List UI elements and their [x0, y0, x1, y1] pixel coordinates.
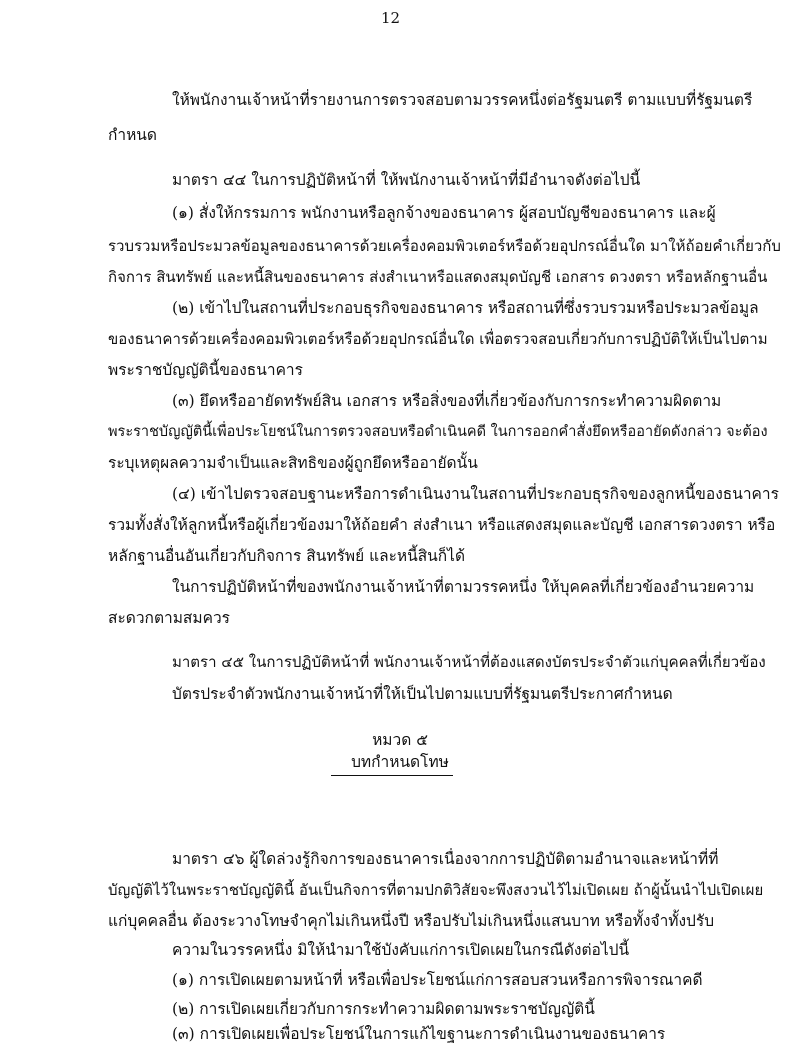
paragraph-line: บัญญัติไว้ในพระราชบัญญัตินี้ อันเป็นกิจการที่ตามปกติวิสัยจะพึงสงวนไว้ไม่เปิดเผย ถ้าผู้นั้นนำไปเปิดเผย: [108, 881, 764, 899]
paragraph-line: พระราชบัญญัตินี้ของธนาคาร: [108, 361, 303, 379]
paragraph-line: รวมทั้งสั่งให้ลูกหนี้หรือผู้เกี่ยวข้องมาให้ถ้อยคำ ส่งสำเนา หรือแสดงสมุดและบัญชี เอกสารดวงตรา หรือ: [108, 516, 776, 534]
paragraph-line: (๓) การเปิดเผยเพื่อประโยชน์ในการแก้ไขฐานะการดำเนินงานของธนาคาร: [172, 1025, 666, 1043]
chapter-title: บทกำหนดโทษ: [351, 753, 449, 771]
paragraph-line: กำหนด: [108, 126, 157, 144]
chapter-heading: หมวด ๕: [372, 731, 428, 749]
section-44-heading: มาตรา ๔๔ ในการปฏิบัติหน้าที่ ให้พนักงานเจ้าหน้าที่มีอำนาจดังต่อไปนี้: [172, 171, 641, 189]
paragraph-line: ระบุเหตุผลความจำเป็นและสิทธิของผู้ถูกยึดหรืออายัดนั้น: [108, 454, 478, 472]
paragraph-line: หลักฐานอื่นอันเกี่ยวกับกิจการ สินทรัพย์ และหนี้สินก็ได้: [108, 547, 466, 565]
paragraph-line: (๑) สั่งให้กรรมการ พนักงานหรือลูกจ้างของธนาคาร ผู้สอบบัญชีของธนาคาร และผู้: [172, 204, 716, 222]
paragraph-line: (๒) เข้าไปในสถานที่ประกอบธุรกิจของธนาคาร หรือสถานที่ซึ่งรวบรวมหรือประมวลข้อมูล: [172, 299, 759, 317]
paragraph-line: (๑) การเปิดเผยตามหน้าที่ หรือเพื่อประโยชน์แก่การสอบสวนหรือการพิจารณาคดี: [172, 971, 703, 989]
paragraph-line: ความในวรรคหนึ่ง มิให้นำมาใช้บังคับแก่การเปิดเผยในกรณีดังต่อไปนี้: [172, 941, 630, 959]
paragraph-line: (๒) การเปิดเผยเกี่ยวกับการกระทำความผิดตามพระราชบัญญัตินี้: [172, 1000, 595, 1018]
section-45-heading: มาตรา ๔๕ ในการปฏิบัติหน้าที่ พนักงานเจ้าหน้าที่ต้องแสดงบัตรประจำตัวแก่บุคคลที่เกี่ยวข้อง: [172, 653, 766, 671]
paragraph-line: (๓) ยึดหรืออายัดทรัพย์สิน เอกสาร หรือสิ่งของที่เกี่ยวข้องกับการกระทำความผิดตาม: [172, 392, 722, 410]
paragraph-line: กิจการ สินทรัพย์ และหนี้สินของธนาคาร ส่งสำเนาหรือแสดงสมุดบัญชี เอกสาร ดวงตรา หรือหลักฐานอื่น: [108, 268, 768, 286]
section-46-heading: มาตรา ๔๖ ผู้ใดล่วงรู้กิจการของธนาคารเนื่องจากการปฏิบัติตามอำนาจและหน้าที่ที่: [172, 850, 719, 868]
page-number: 12: [381, 9, 401, 27]
paragraph-line: พระราชบัญญัตินี้เพื่อประโยชน์ในการตรวจสอบหรือดำเนินคดี ในการออกคำสั่งยึดหรืออายัดดังกล่าว จะต้อง: [108, 424, 768, 440]
paragraph-line: ของธนาคารด้วยเครื่องคอมพิวเตอร์หรือด้วยอุปกรณ์อื่นใด เพื่อตรวจสอบเกี่ยวกับการปฏิบัติให้เป็นไปตาม: [108, 330, 768, 348]
paragraph-line: (๔) เข้าไปตรวจสอบฐานะหรือการดำเนินงานในสถานที่ประกอบธุรกิจของลูกหนี้ของธนาคาร: [172, 485, 779, 503]
paragraph-line: รวบรวมหรือประมวลข้อมูลของธนาคารด้วยเครื่องคอมพิวเตอร์หรือด้วยอุปกรณ์อื่นใด มาให้ถ้อยคำเกี่ยวกับ: [108, 237, 781, 255]
paragraph-line: ให้พนักงานเจ้าหน้าที่รายงานการตรวจสอบตามวรรคหนึ่งต่อรัฐมนตรี ตามแบบที่รัฐมนตรี: [172, 91, 753, 109]
paragraph-line: แก่บุคคลอื่น ต้องระวางโทษจำคุกไม่เกินหนึ่งปี หรือปรับไม่เกินหนึ่งแสนบาท หรือทั้งจำทั้งปรับ: [108, 912, 715, 930]
chapter-divider: [331, 775, 453, 776]
paragraph-line: สะดวกตามสมควร: [108, 609, 231, 627]
paragraph-line: บัตรประจำตัวพนักงานเจ้าหน้าที่ให้เป็นไปตามแบบที่รัฐมนตรีประกาศกำหนด: [172, 685, 673, 703]
paragraph-line: ในการปฏิบัติหน้าที่ของพนักงานเจ้าหน้าที่ตามวรรคหนึ่ง ให้บุคคลที่เกี่ยวข้องอำนวยความ: [172, 578, 755, 596]
